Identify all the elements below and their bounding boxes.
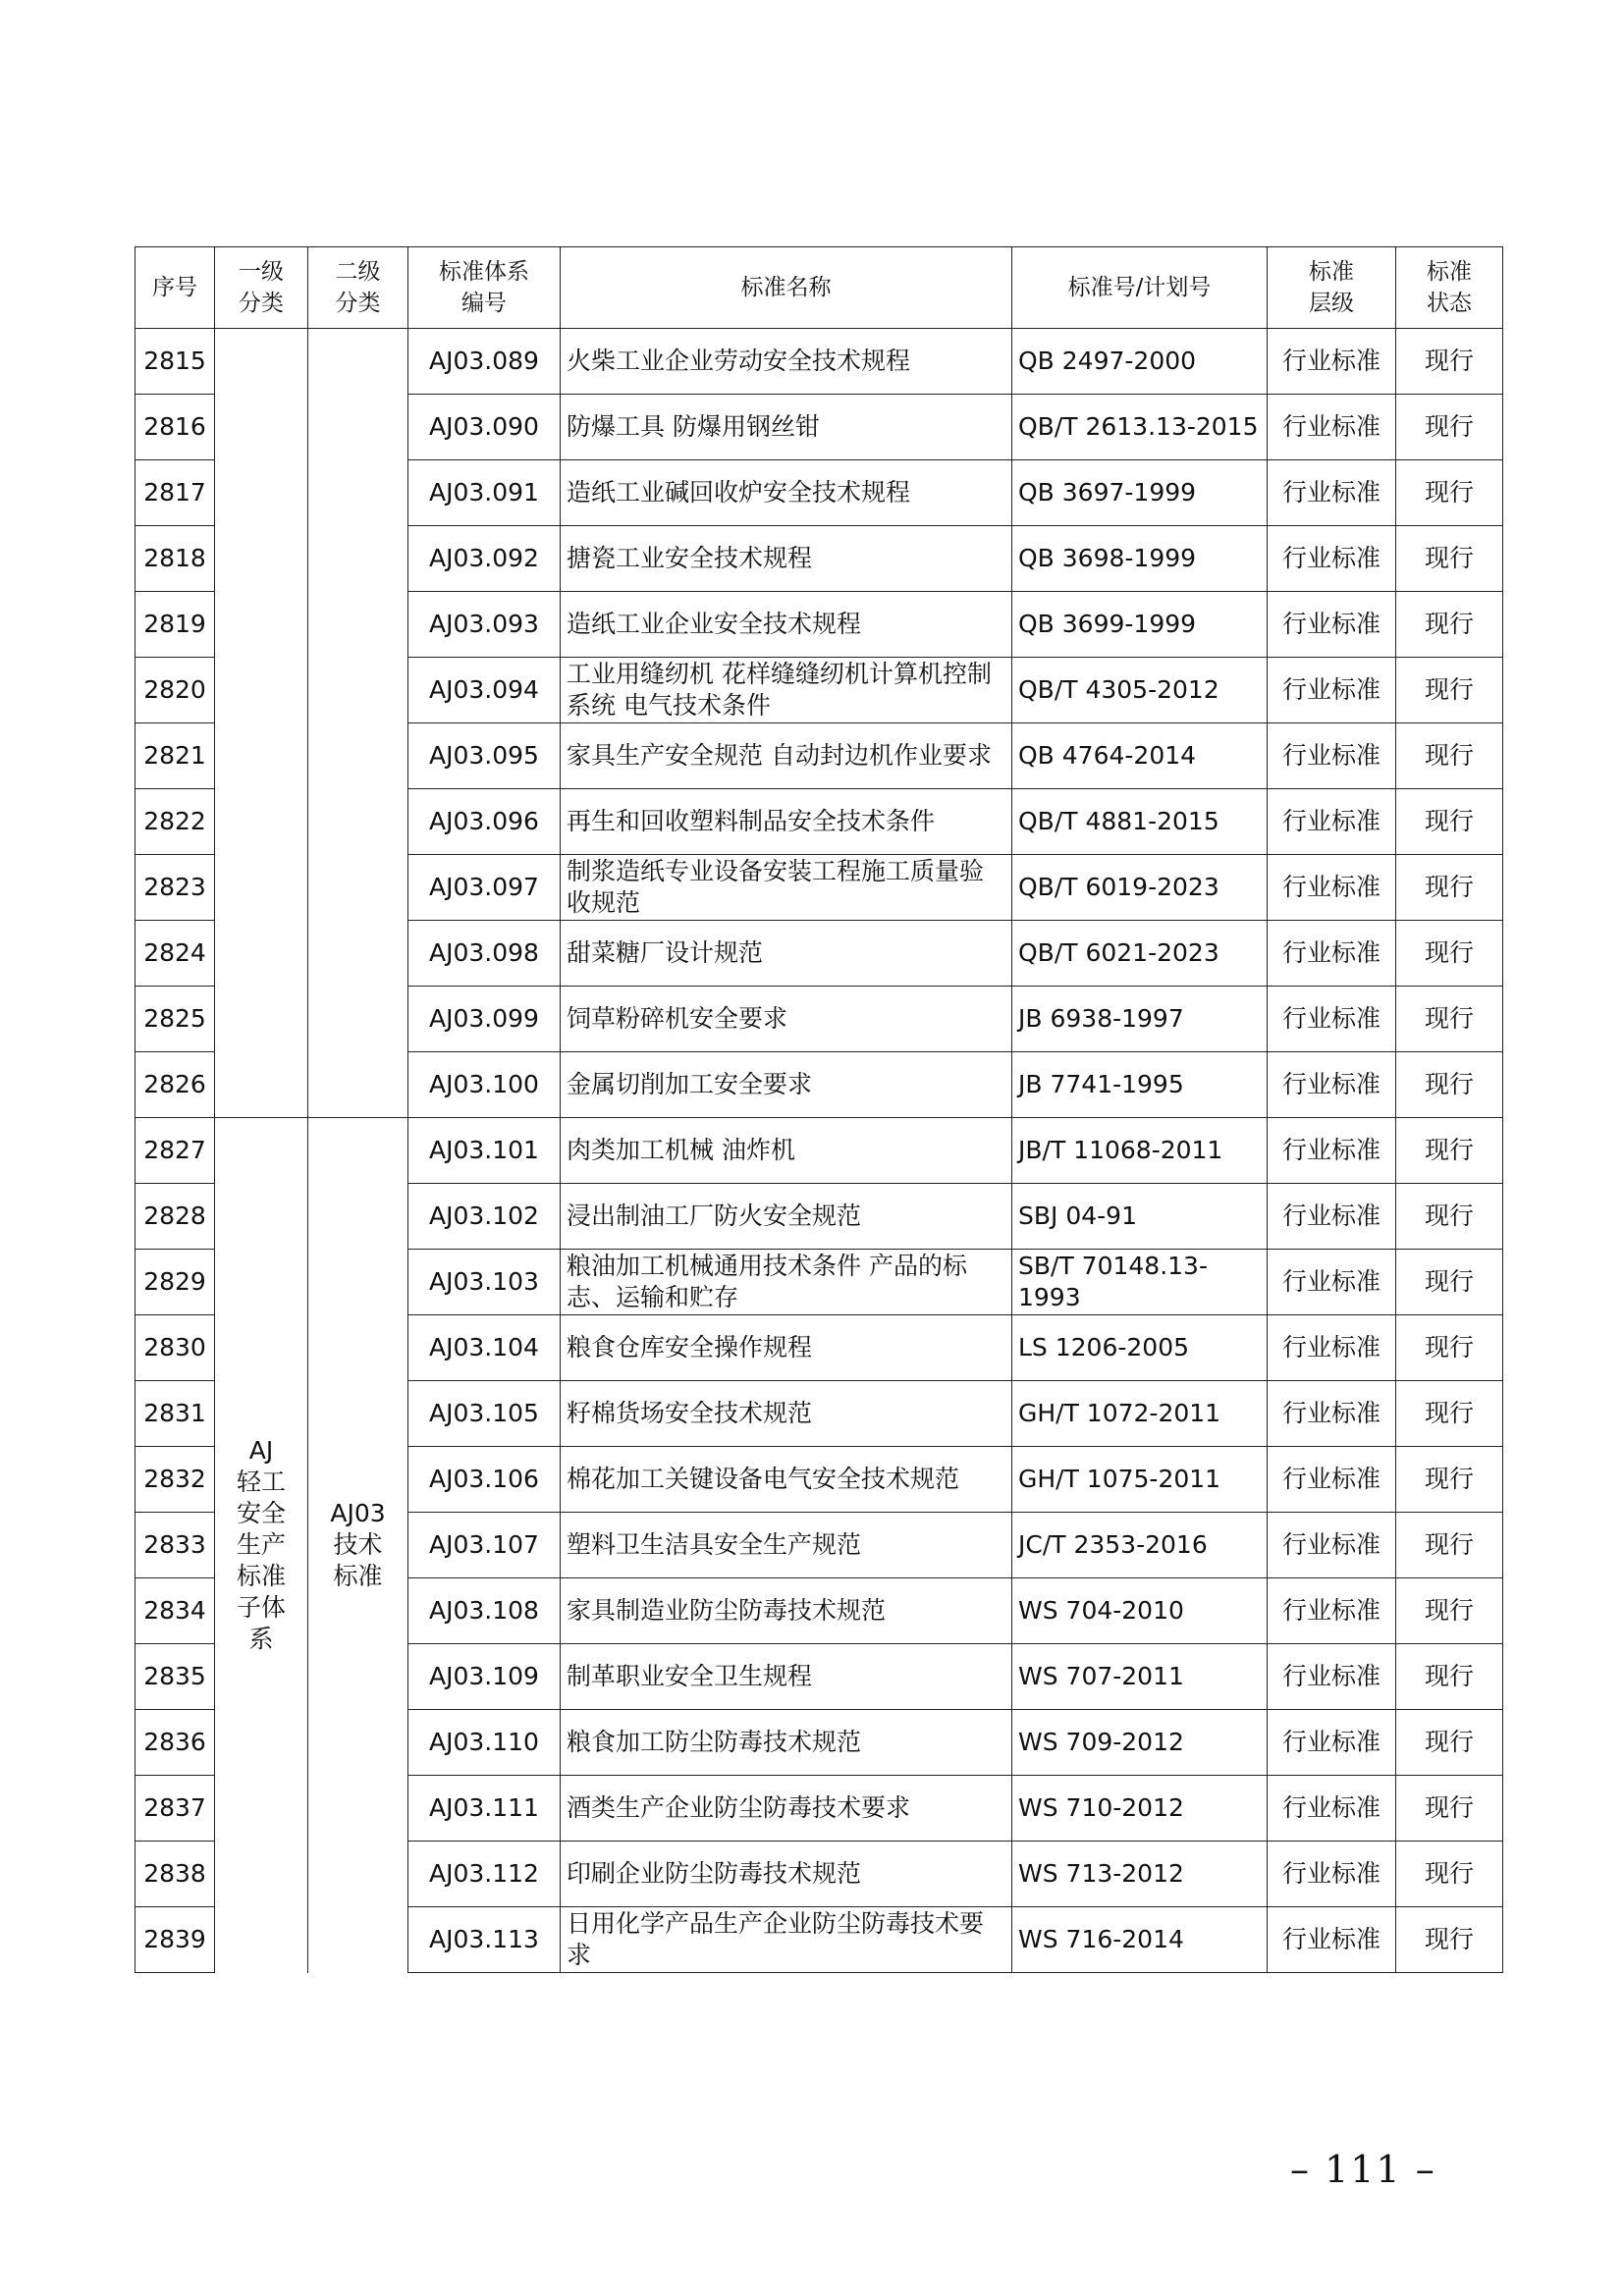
row-seq: 2824 [135, 921, 215, 987]
header-state: 标准 状态 [1396, 247, 1503, 329]
table-row [135, 329, 1503, 395]
row-standard-name: 甜菜糖厂设计规范 [561, 921, 1012, 987]
row-standard-name: 饲草粉碎机安全要求 [561, 987, 1012, 1052]
table-header-row [135, 247, 1503, 329]
row-standard-name: 粮油加工机械通用技术条件 产品的标志、运输和贮存 [561, 1250, 1012, 1315]
row-tier: 行业标准 [1268, 526, 1396, 592]
row-status: 现行 [1396, 921, 1503, 987]
row-seq: 2815 [135, 329, 215, 395]
row-syscode: AJ03.109 [408, 1644, 561, 1710]
row-standard-number: GH/T 1075-2011 [1012, 1447, 1268, 1513]
row-seq: 2833 [135, 1513, 215, 1578]
row-standard-name: 家具制造业防尘防毒技术规范 [561, 1578, 1012, 1644]
row-seq: 2817 [135, 460, 215, 526]
row-syscode: AJ03.113 [408, 1907, 561, 1973]
row-standard-name: 粮食仓库安全操作规程 [561, 1315, 1012, 1381]
row-syscode: AJ03.091 [408, 460, 561, 526]
row-tier: 行业标准 [1268, 1052, 1396, 1118]
category-level2-blank [308, 329, 408, 1118]
row-tier: 行业标准 [1268, 329, 1396, 395]
row-seq: 2816 [135, 395, 215, 460]
row-tier: 行业标准 [1268, 723, 1396, 789]
row-syscode: AJ03.112 [408, 1842, 561, 1907]
row-status: 现行 [1396, 1907, 1503, 1973]
row-seq: 2818 [135, 526, 215, 592]
row-syscode: AJ03.107 [408, 1513, 561, 1578]
row-syscode: AJ03.099 [408, 987, 561, 1052]
row-tier: 行业标准 [1268, 1842, 1396, 1907]
row-standard-number: WS 713-2012 [1012, 1842, 1268, 1907]
row-standard-name: 再生和回收塑料制品安全技术条件 [561, 789, 1012, 855]
category-level2 [308, 1118, 408, 1973]
row-tier: 行业标准 [1268, 1513, 1396, 1578]
header-number: 标准号/计划号 [1012, 247, 1268, 329]
header-tier: 标准 层级 [1268, 247, 1396, 329]
row-standard-name: 工业用缝纫机 花样缝缝纫机计算机控制系统 电气技术条件 [561, 658, 1012, 723]
row-standard-number: WS 716-2014 [1012, 1907, 1268, 1973]
row-tier: 行业标准 [1268, 1447, 1396, 1513]
row-status: 现行 [1396, 526, 1503, 592]
row-tier: 行业标准 [1268, 987, 1396, 1052]
row-seq: 2838 [135, 1842, 215, 1907]
row-standard-number: SBJ 04-91 [1012, 1184, 1268, 1250]
row-standard-name: 日用化学产品生产企业防尘防毒技术要求 [561, 1907, 1012, 1973]
row-standard-number: QB/T 6021-2023 [1012, 921, 1268, 987]
row-standard-name: 粮食加工防尘防毒技术规范 [561, 1710, 1012, 1776]
row-seq: 2822 [135, 789, 215, 855]
row-standard-number: WS 707-2011 [1012, 1644, 1268, 1710]
row-standard-number: QB/T 4881-2015 [1012, 789, 1268, 855]
row-status: 现行 [1396, 789, 1503, 855]
row-syscode: AJ03.090 [408, 395, 561, 460]
category-level1-label: AJ 轻工 安全 生产 标准 子体 系 [236, 1436, 286, 1654]
row-syscode: AJ03.103 [408, 1250, 561, 1315]
row-standard-name: 浸出制油工厂防火安全规范 [561, 1184, 1012, 1250]
row-status: 现行 [1396, 855, 1503, 921]
row-syscode: AJ03.096 [408, 789, 561, 855]
row-standard-number: QB 4764-2014 [1012, 723, 1268, 789]
row-status: 现行 [1396, 1776, 1503, 1842]
row-standard-number: QB/T 6019-2023 [1012, 855, 1268, 921]
row-syscode: AJ03.111 [408, 1776, 561, 1842]
row-standard-number: JB 6938-1997 [1012, 987, 1268, 1052]
row-status: 现行 [1396, 1381, 1503, 1447]
row-status: 现行 [1396, 723, 1503, 789]
table-row [135, 1118, 1503, 1184]
row-syscode: AJ03.102 [408, 1184, 561, 1250]
row-tier: 行业标准 [1268, 592, 1396, 658]
row-syscode: AJ03.106 [408, 1447, 561, 1513]
row-tier: 行业标准 [1268, 395, 1396, 460]
row-seq: 2826 [135, 1052, 215, 1118]
row-status: 现行 [1396, 1644, 1503, 1710]
row-standard-name: 塑料卫生洁具安全生产规范 [561, 1513, 1012, 1578]
row-seq: 2835 [135, 1644, 215, 1710]
row-standard-name: 金属切削加工安全要求 [561, 1052, 1012, 1118]
row-seq: 2830 [135, 1315, 215, 1381]
header-level2: 二级 分类 [308, 247, 408, 329]
row-standard-number: QB/T 4305-2012 [1012, 658, 1268, 723]
row-tier: 行业标准 [1268, 789, 1396, 855]
row-seq: 2834 [135, 1578, 215, 1644]
row-tier: 行业标准 [1268, 1118, 1396, 1184]
row-seq: 2823 [135, 855, 215, 921]
row-syscode: AJ03.089 [408, 329, 561, 395]
row-standard-name: 棉花加工关键设备电气安全技术规范 [561, 1447, 1012, 1513]
row-seq: 2828 [135, 1184, 215, 1250]
category-level1-blank [215, 329, 308, 1118]
row-standard-number: QB 3697-1999 [1012, 460, 1268, 526]
row-standard-number: WS 709-2012 [1012, 1710, 1268, 1776]
row-syscode: AJ03.100 [408, 1052, 561, 1118]
row-status: 现行 [1396, 1710, 1503, 1776]
header-name: 标准名称 [561, 247, 1012, 329]
category-level2-label: AJ03 技术 标准 [330, 1499, 386, 1591]
row-seq: 2819 [135, 592, 215, 658]
row-status: 现行 [1396, 1578, 1503, 1644]
row-standard-number: WS 704-2010 [1012, 1578, 1268, 1644]
row-tier: 行业标准 [1268, 1184, 1396, 1250]
row-seq: 2839 [135, 1907, 215, 1973]
row-standard-name: 肉类加工机械 油炸机 [561, 1118, 1012, 1184]
row-tier: 行业标准 [1268, 1776, 1396, 1842]
row-tier: 行业标准 [1268, 1644, 1396, 1710]
row-syscode: AJ03.110 [408, 1710, 561, 1776]
row-tier: 行业标准 [1268, 1250, 1396, 1315]
row-seq: 2829 [135, 1250, 215, 1315]
row-status: 现行 [1396, 395, 1503, 460]
row-status: 现行 [1396, 1513, 1503, 1578]
row-seq: 2820 [135, 658, 215, 723]
row-standard-name: 防爆工具 防爆用钢丝钳 [561, 395, 1012, 460]
category-level1 [215, 1118, 308, 1973]
row-tier: 行业标准 [1268, 1315, 1396, 1381]
row-status: 现行 [1396, 1250, 1503, 1315]
row-standard-name: 家具生产安全规范 自动封边机作业要求 [561, 723, 1012, 789]
row-standard-number: JB/T 11068-2011 [1012, 1118, 1268, 1184]
row-seq: 2827 [135, 1118, 215, 1184]
row-standard-number: SB/T 70148.13-1993 [1012, 1250, 1268, 1315]
row-status: 现行 [1396, 1118, 1503, 1184]
row-syscode: AJ03.101 [408, 1118, 561, 1184]
row-seq: 2831 [135, 1381, 215, 1447]
row-status: 现行 [1396, 1447, 1503, 1513]
row-tier: 行业标准 [1268, 921, 1396, 987]
row-status: 现行 [1396, 1842, 1503, 1907]
row-standard-number: JB 7741-1995 [1012, 1052, 1268, 1118]
row-standard-number: LS 1206-2005 [1012, 1315, 1268, 1381]
row-standard-name: 造纸工业企业安全技术规程 [561, 592, 1012, 658]
row-standard-name: 搪瓷工业安全技术规程 [561, 526, 1012, 592]
row-standard-number: QB/T 2613.13-2015 [1012, 395, 1268, 460]
row-tier: 行业标准 [1268, 460, 1396, 526]
row-standard-number: JC/T 2353-2016 [1012, 1513, 1268, 1578]
row-tier: 行业标准 [1268, 1578, 1396, 1644]
row-status: 现行 [1396, 329, 1503, 395]
header-seq: 序号 [135, 247, 215, 329]
row-status: 现行 [1396, 1052, 1503, 1118]
row-standard-number: GH/T 1072-2011 [1012, 1381, 1268, 1447]
row-standard-name: 印刷企业防尘防毒技术规范 [561, 1842, 1012, 1907]
row-seq: 2821 [135, 723, 215, 789]
header-syscode: 标准体系 编号 [408, 247, 561, 329]
row-standard-name: 火柴工业企业劳动安全技术规程 [561, 329, 1012, 395]
row-tier: 行业标准 [1268, 658, 1396, 723]
row-syscode: AJ03.094 [408, 658, 561, 723]
row-standard-name: 籽棉货场安全技术规范 [561, 1381, 1012, 1447]
row-syscode: AJ03.098 [408, 921, 561, 987]
standards-table [135, 246, 1503, 1973]
row-syscode: AJ03.092 [408, 526, 561, 592]
row-tier: 行业标准 [1268, 855, 1396, 921]
row-standard-name: 制浆造纸专业设备安装工程施工质量验收规范 [561, 855, 1012, 921]
row-seq: 2832 [135, 1447, 215, 1513]
row-standard-name: 造纸工业碱回收炉安全技术规程 [561, 460, 1012, 526]
row-tier: 行业标准 [1268, 1907, 1396, 1973]
row-status: 现行 [1396, 1315, 1503, 1381]
row-syscode: AJ03.095 [408, 723, 561, 789]
row-standard-name: 酒类生产企业防尘防毒技术要求 [561, 1776, 1012, 1842]
row-syscode: AJ03.105 [408, 1381, 561, 1447]
row-seq: 2836 [135, 1710, 215, 1776]
row-status: 现行 [1396, 592, 1503, 658]
row-standard-number: QB 3699-1999 [1012, 592, 1268, 658]
header-level1: 一级 分类 [215, 247, 308, 329]
row-standard-number: QB 3698-1999 [1012, 526, 1268, 592]
row-syscode: AJ03.104 [408, 1315, 561, 1381]
row-syscode: AJ03.108 [408, 1578, 561, 1644]
row-status: 现行 [1396, 658, 1503, 723]
row-standard-name: 制革职业安全卫生规程 [561, 1644, 1012, 1710]
row-tier: 行业标准 [1268, 1381, 1396, 1447]
row-syscode: AJ03.097 [408, 855, 561, 921]
page-number: – 111 – [1290, 2148, 1436, 2191]
row-seq: 2825 [135, 987, 215, 1052]
row-standard-number: WS 710-2012 [1012, 1776, 1268, 1842]
row-status: 现行 [1396, 460, 1503, 526]
row-status: 现行 [1396, 1184, 1503, 1250]
row-status: 现行 [1396, 987, 1503, 1052]
row-standard-number: QB 2497-2000 [1012, 329, 1268, 395]
row-tier: 行业标准 [1268, 1710, 1396, 1776]
row-syscode: AJ03.093 [408, 592, 561, 658]
row-seq: 2837 [135, 1776, 215, 1842]
